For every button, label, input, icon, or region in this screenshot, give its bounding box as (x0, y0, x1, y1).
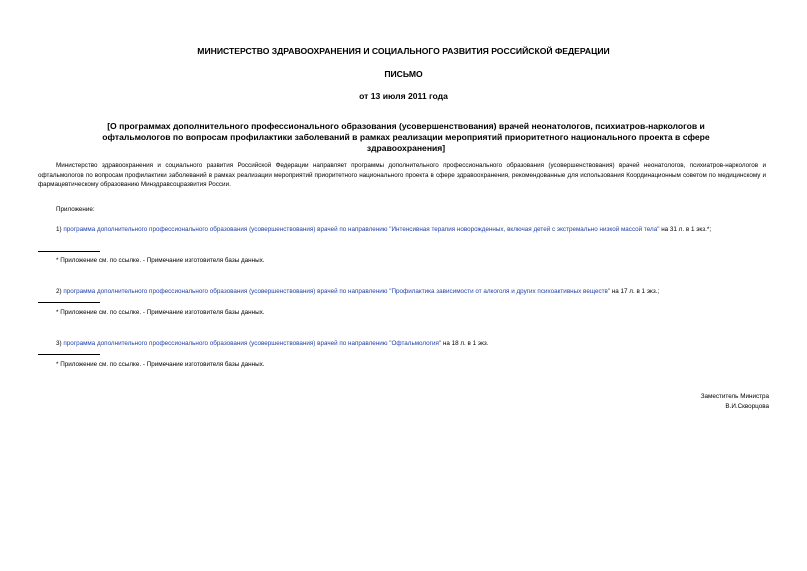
footnote-divider (38, 251, 100, 252)
appendix-item-1 (38, 225, 766, 235)
program-link-3[interactable]: программа дополнительного профессионального образования (усовершенствования) врачей по направлению "Офтальмология" (63, 340, 442, 347)
item-prefix: 2) (56, 288, 64, 295)
footnote-1: * Приложение см. по ссылке. - Примечание изготовителя базы данных. (56, 257, 265, 264)
intro-paragraph: Министерство здравоохранения и социального развития Российской Федерации направляет программы дополнительного профессионального образования (усовершенствования) врачей неонатологов, психиатров-наркологов и офтальмологов по вопросам профилактики заболеваний в рамках реализации мероприятий приоритетного национального проекта в сфере здравоохранения, рекомендованные для использования Координационным советом по медицинскому и фармацевтическому образованию Минздравсоцразвития России. (38, 162, 766, 188)
ministry-heading: МИНИСТЕРСТВО ЗДРАВООХРАНЕНИЯ И СОЦИАЛЬНОГО РАЗВИТИЯ РОССИЙСКОЙ ФЕДЕРАЦИИ (197, 46, 610, 56)
appendix-item-3 (38, 339, 778, 349)
signatory-name: В.И.Скворцова (725, 403, 769, 410)
appendix-label: Приложение: (56, 206, 95, 213)
document-type: ПИСЬМО (384, 69, 423, 79)
item-suffix: на 17 л. в 1 экз.; (610, 288, 660, 295)
program-link-1[interactable]: программа дополнительного профессионального образования (усовершенствования) врачей по направлению "Интенсивная терапия новорожденных, включая детей с экстремально низкой массой тела" (63, 226, 660, 233)
program-link-2[interactable]: программа дополнительного профессионального образования (усовершенствования) врачей по направлению "Профилактика зависимости от алкоголя и других психоактивных веществ" (63, 288, 611, 295)
footnote-divider (38, 354, 100, 355)
footnote-divider (38, 302, 100, 303)
document-date: от 13 июля 2011 года (359, 91, 448, 101)
signatory-position: Заместитель Министра (700, 393, 769, 400)
footnote-2: * Приложение см. по ссылке. - Примечание изготовителя базы данных. (56, 309, 265, 316)
appendix-item-2 (38, 287, 778, 297)
item-suffix: на 31 л. в 1 экз.*; (659, 226, 712, 233)
item-prefix: 1) (56, 226, 64, 233)
document-title: [О программах дополнительного профессионального образования (усовершенствования) врачей неонатологов, психиатров-наркологов и офтальмологов по вопросам профилактики заболеваний в рамках реализации мероприятий приоритетного национального проекта в сфере здравоохранения] (102, 121, 710, 153)
footnote-3: * Приложение см. по ссылке. - Примечание изготовителя базы данных. (56, 361, 265, 368)
item-suffix: на 18 л. в 1 экз. (441, 340, 489, 347)
item-prefix: 3) (56, 340, 64, 347)
